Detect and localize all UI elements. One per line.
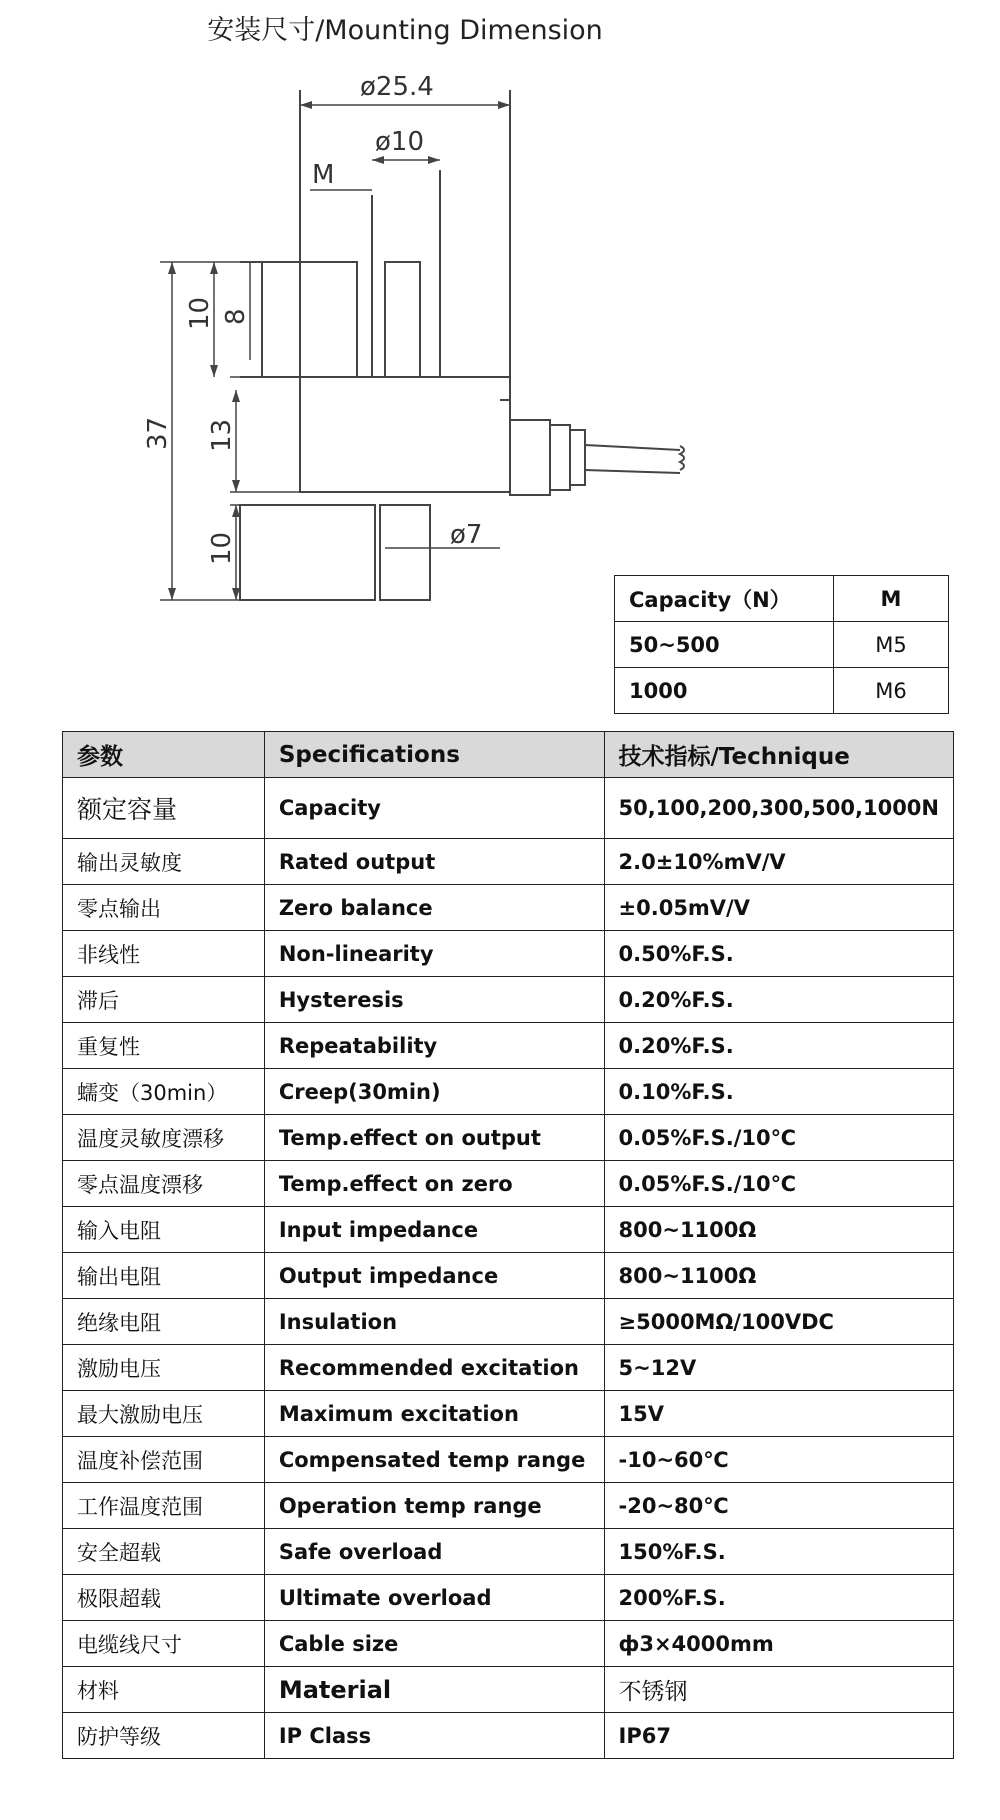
table-row (63, 1069, 954, 1115)
param-value: ±0.05mV/V (604, 885, 953, 931)
mounting-dimension-drawing (0, 0, 1000, 620)
param-en: Ultimate overload (264, 1575, 604, 1621)
param-en: Safe overload (264, 1529, 604, 1575)
param-zh: 非线性 (63, 931, 265, 977)
param-value: -10~60℃ (604, 1437, 953, 1483)
param-en: Insulation (264, 1299, 604, 1345)
param-value: 800~1100Ω (604, 1207, 953, 1253)
param-value: 0.10%F.S. (604, 1069, 953, 1115)
param-en: Zero balance (264, 885, 604, 931)
param-en: Recommended excitation (264, 1345, 604, 1391)
table-row (63, 885, 954, 931)
param-value: ≥5000MΩ/100VDC (604, 1299, 953, 1345)
param-zh: 极限超载 (63, 1575, 265, 1621)
dim-body-height: 13 (207, 418, 237, 452)
param-zh: 电缆线尺寸 (63, 1621, 265, 1667)
param-zh: 滞后 (63, 977, 265, 1023)
header-specifications: Specifications (264, 732, 604, 778)
table-row (63, 1253, 954, 1299)
param-value: 0.05%F.S./10℃ (604, 1161, 953, 1207)
table-row (615, 576, 949, 622)
param-zh: 输出灵敏度 (63, 839, 265, 885)
param-zh: 防护等级 (63, 1713, 265, 1759)
param-value: IP67 (604, 1713, 953, 1759)
dim-outer-diameter: ø25.4 (360, 72, 434, 102)
param-value: 0.05%F.S./10℃ (604, 1115, 953, 1161)
table-row (63, 1667, 954, 1713)
param-zh: 激励电压 (63, 1345, 265, 1391)
param-en: Temp.effect on zero (264, 1161, 604, 1207)
param-zh: 输出电阻 (63, 1253, 265, 1299)
table-row (63, 1161, 954, 1207)
param-en: Material (264, 1667, 604, 1713)
param-zh: 工作温度范围 (63, 1483, 265, 1529)
param-en: Rated output (264, 839, 604, 885)
param-en: Non-linearity (264, 931, 604, 977)
dim-inner-diameter: ø10 (375, 127, 424, 157)
header-technique: 技术指标/Technique (604, 732, 953, 778)
dim-total-height: 37 (143, 416, 173, 450)
table-row (63, 1115, 954, 1161)
param-zh: 重复性 (63, 1023, 265, 1069)
param-zh: 零点温度漂移 (63, 1161, 265, 1207)
param-value: 5~12V (604, 1345, 953, 1391)
dim-top-outer-height: 10 (185, 296, 215, 330)
thread-header: M (834, 576, 949, 622)
param-en: Output impedance (264, 1253, 604, 1299)
param-en: Operation temp range (264, 1483, 604, 1529)
param-value: 200%F.S. (604, 1575, 953, 1621)
param-en: Compensated temp range (264, 1437, 604, 1483)
param-zh: 输入电阻 (63, 1207, 265, 1253)
table-row (615, 668, 949, 714)
thread-cell: M5 (834, 622, 949, 668)
table-header-row (63, 732, 954, 778)
param-value: 15V (604, 1391, 953, 1437)
param-zh: 绝缘电阻 (63, 1299, 265, 1345)
table-row (63, 1575, 954, 1621)
table-row (63, 839, 954, 885)
param-en: IP Class (264, 1713, 604, 1759)
table-row (63, 1299, 954, 1345)
param-zh: 最大激励电压 (63, 1391, 265, 1437)
param-value: 不锈钢 (604, 1667, 953, 1713)
param-value: -20~80℃ (604, 1483, 953, 1529)
param-zh: 材料 (63, 1667, 265, 1713)
dim-bottom-diameter: ø7 (450, 520, 483, 550)
table-row (63, 977, 954, 1023)
table-row (63, 1207, 954, 1253)
param-value: 150%F.S. (604, 1529, 953, 1575)
param-zh: 零点输出 (63, 885, 265, 931)
param-zh: 温度补偿范围 (63, 1437, 265, 1483)
table-row (63, 1713, 954, 1759)
table-row (63, 1437, 954, 1483)
table-row (63, 1621, 954, 1667)
param-en: Repeatability (264, 1023, 604, 1069)
dim-bottom-height: 10 (207, 531, 237, 565)
table-row (63, 1345, 954, 1391)
specification-table (62, 731, 954, 1759)
thread-cell: M6 (834, 668, 949, 714)
param-en: Creep(30min) (264, 1069, 604, 1115)
page-title: 安装尺寸/Mounting Dimension (207, 15, 603, 46)
param-en: Cable size (264, 1621, 604, 1667)
table-row (63, 931, 954, 977)
param-value: 800~1100Ω (604, 1253, 953, 1299)
table-row (615, 622, 949, 668)
param-value: 0.20%F.S. (604, 1023, 953, 1069)
dim-top-inner-height: 8 (221, 308, 251, 325)
param-value: 0.50%F.S. (604, 931, 953, 977)
capacity-thread-table (614, 575, 949, 714)
table-row (63, 778, 954, 839)
table-row (63, 1023, 954, 1069)
capacity-cell: 50~500 (615, 622, 834, 668)
dim-thread-label: M (312, 160, 335, 190)
table-row (63, 1529, 954, 1575)
param-zh: 额定容量 (63, 778, 265, 839)
capacity-cell: 1000 (615, 668, 834, 714)
param-en: Input impedance (264, 1207, 604, 1253)
param-value: 2.0±10%mV/V (604, 839, 953, 885)
table-row (63, 1391, 954, 1437)
param-zh: 安全超载 (63, 1529, 265, 1575)
table-row (63, 1483, 954, 1529)
capacity-header: Capacity（N） (615, 576, 834, 622)
param-en: Maximum excitation (264, 1391, 604, 1437)
param-zh: 蠕变（30min） (63, 1069, 265, 1115)
param-value: 0.20%F.S. (604, 977, 953, 1023)
header-parameter: 参数 (63, 732, 265, 778)
param-zh: 温度灵敏度漂移 (63, 1115, 265, 1161)
param-en: Capacity (264, 778, 604, 839)
param-value: 50,100,200,300,500,1000N (604, 778, 953, 839)
param-en: Hysteresis (264, 977, 604, 1023)
param-value: ф3×4000mm (604, 1621, 953, 1667)
param-en: Temp.effect on output (264, 1115, 604, 1161)
